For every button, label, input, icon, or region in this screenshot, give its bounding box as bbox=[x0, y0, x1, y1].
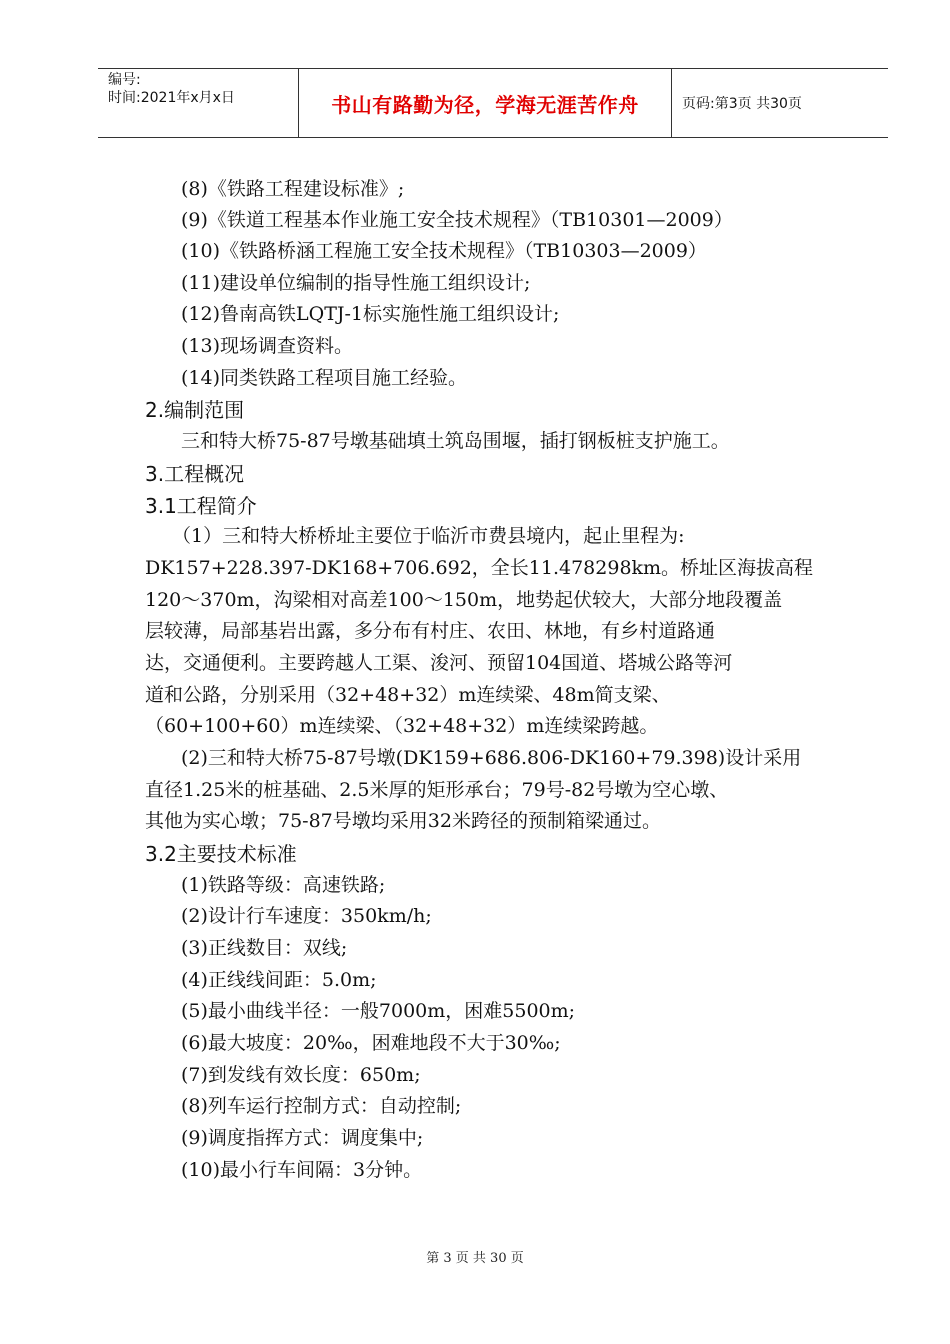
standard-item: (9)调度指挥方式：调度集中; bbox=[181, 1127, 424, 1149]
para1-line: （1）三和特大桥桥址主要位于临沂市费县境内，起止里程为: bbox=[172, 525, 685, 547]
para2-line: 其他为实心墩；75-87号墩均采用32米跨径的预制箱梁通过。 bbox=[145, 810, 661, 832]
para1-line: DK157+228.397-DK168+706.692，全长11.478298km。桥址区海拔高程 bbox=[145, 557, 814, 579]
ref-item: (13)现场调查资料。 bbox=[181, 335, 354, 357]
page-footer: 第 3 页 共 30 页 bbox=[426, 1251, 524, 1266]
header-meta bbox=[98, 69, 299, 137]
ref-item: (12)鲁南高铁LQTJ-1标实施性施工组织设计; bbox=[181, 303, 560, 325]
standard-item: (6)最大坡度：20‰，困难地段不大于30‰; bbox=[181, 1032, 561, 1054]
para1-line: 层较薄，局部基岩出露，多分布有村庄、农田、林地，有乡村道路通 bbox=[145, 620, 716, 642]
standard-item: (5)最小曲线半径：一般7000m，困难5500m; bbox=[181, 1000, 576, 1022]
header-page-info: 页码:第3页 共30页 bbox=[682, 96, 802, 112]
standard-item: (1)铁路等级：高速铁路; bbox=[181, 874, 386, 896]
standard-item: (7)到发线有效长度：650m; bbox=[181, 1064, 421, 1086]
para1-line: 道和公路，分别采用（32+48+32）m连续梁、48m简支梁、 bbox=[145, 684, 671, 706]
header-motto: 书山有路勤为径，学海无涯苦作舟 bbox=[299, 69, 672, 137]
standard-item: (8)列车运行控制方式：自动控制; bbox=[181, 1095, 462, 1117]
standard-item: (10)最小行车间隔：3分钟。 bbox=[181, 1159, 423, 1181]
standard-item: (4)正线线间距：5.0m; bbox=[181, 969, 377, 991]
standard-item: (2)设计行车速度：350km/h; bbox=[181, 905, 432, 927]
ref-item: (8)《铁路工程建设标准》; bbox=[181, 178, 405, 200]
para1-line: 达，交通便利。主要跨越人工渠、浚河、预留104国道、塔城公路等河 bbox=[145, 652, 733, 674]
para1-line: 120～370m，沟梁相对高差100～150m，地势起伏较大，大部分地段覆盖 bbox=[145, 589, 783, 611]
para1-line: （60+100+60）m连续梁、（32+48+32）m连续梁跨越。 bbox=[145, 715, 659, 737]
ref-item: (10)《铁路桥涵工程施工安全技术规程》（TB10303—2009） bbox=[181, 240, 707, 262]
para2-line: 直径1.25米的桩基础、2.5米厚的矩形承台；79号-82号墩为空心墩、 bbox=[145, 779, 729, 801]
header-number-label: 编号: bbox=[108, 72, 141, 88]
standard-item: (3)正线数目：双线; bbox=[181, 937, 348, 959]
header-time-label: 时间:2021年x月x日 bbox=[108, 90, 235, 106]
section-2-text: 三和特大桥75-87号墩基础填土筑岛围堰，插打钢板桩支护施工。 bbox=[181, 430, 730, 452]
ref-item: (14)同类铁路工程项目施工经验。 bbox=[181, 367, 468, 389]
ref-item: (9)《铁道工程基本作业施工安全技术规程》（TB10301—2009） bbox=[181, 209, 733, 231]
ref-item: (11)建设单位编制的指导性施工组织设计; bbox=[181, 272, 531, 294]
page-header bbox=[98, 68, 888, 138]
section-3-2-heading: 3.2主要技术标准 bbox=[145, 842, 297, 866]
section-3-heading: 3.工程概况 bbox=[145, 462, 245, 486]
section-3-1-heading: 3.1工程简介 bbox=[145, 494, 257, 518]
section-2-heading: 2.编制范围 bbox=[145, 398, 245, 422]
para2-line: (2)三和特大桥75-87号墩(DK159+686.806-DK160+79.398)设计采用 bbox=[181, 747, 802, 769]
